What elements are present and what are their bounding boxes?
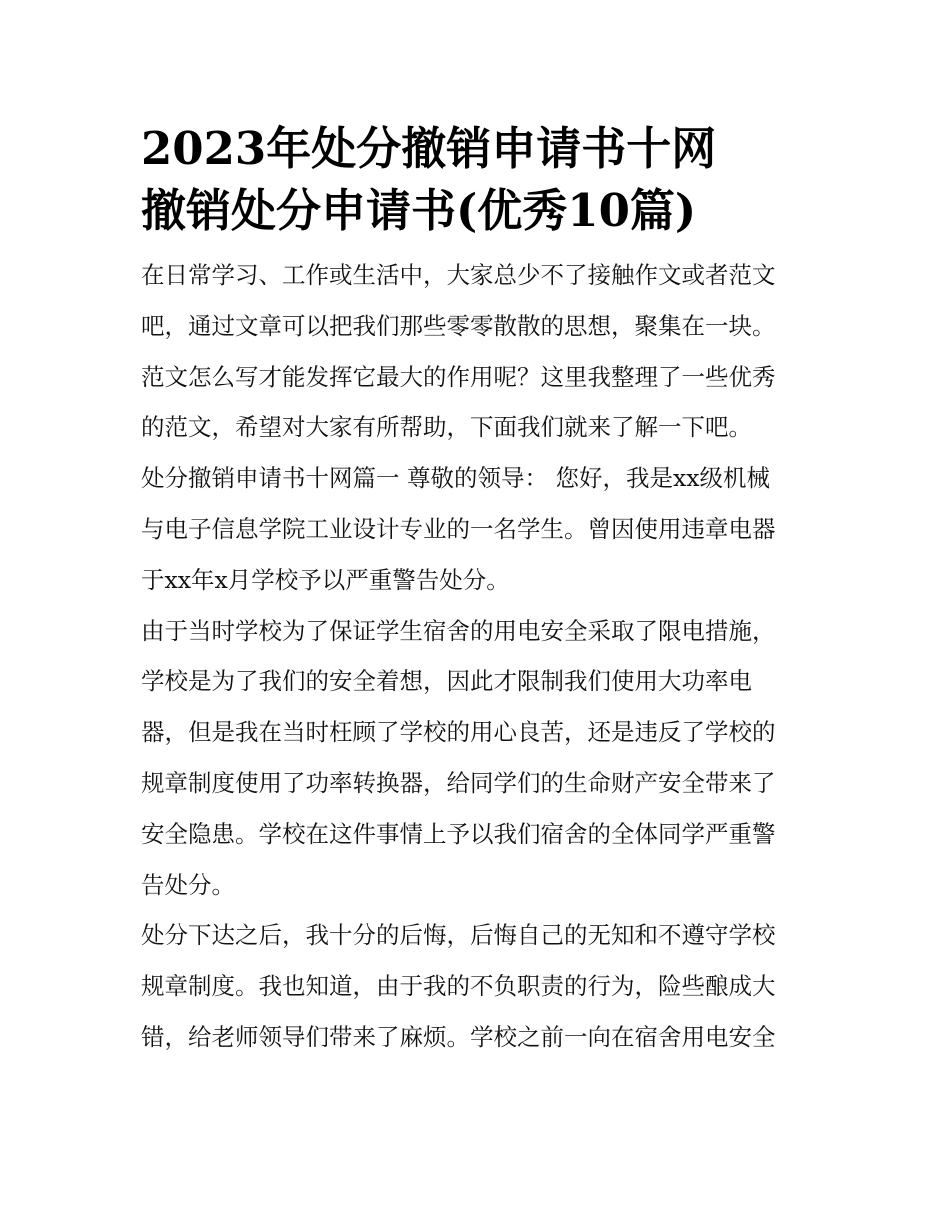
text-line: 器，但是我在当时枉顾了学校的用心良苦，还是违反了学校的 xyxy=(141,718,776,747)
title-line: 撤销处分申请书(优秀10篇) xyxy=(141,184,697,237)
text-line: 与电子信息学院工业设计专业的一名学生。曾因使用违章电器 xyxy=(141,514,776,543)
text-line: 告处分。 xyxy=(141,870,235,899)
document-title xyxy=(141,118,811,242)
text-line: 安全隐患。学校在这件事情上予以我们宿舍的全体同学严重警 xyxy=(141,819,776,848)
paragraph-explanation xyxy=(141,606,811,911)
text-line: 学校是为了我们的安全着想，因此才限制我们使用大功率电 xyxy=(141,667,752,696)
text-line: 吧，通过文章可以把我们那些零零散散的思想，聚集在一块。 xyxy=(141,311,776,340)
text-line: 于xx年x月学校予以严重警告处分。 xyxy=(141,565,510,594)
document-content xyxy=(141,118,811,1063)
paragraph-reflection xyxy=(141,910,811,1062)
text-line: 范文怎么写才能发挥它最大的作用呢？这里我整理了一些优秀 xyxy=(141,362,776,391)
document-body xyxy=(141,250,811,1063)
paragraph-letter-opening xyxy=(141,453,811,605)
text-line: 由于当时学校为了保证学生宿舍的用电安全采取了限电措施， xyxy=(141,616,776,645)
text-line: 的范文，希望对大家有所帮助，下面我们就来了解一下吧。 xyxy=(141,413,752,442)
text-line: 处分下达之后，我十分的后悔，后悔自己的无知和不遵守学校 xyxy=(141,921,776,950)
title-line: 2023年处分撤销申请书十网 xyxy=(141,122,717,175)
text-line: 规章制度使用了功率转换器，给同学们的生命财产安全带来了 xyxy=(141,768,776,797)
paragraph-intro xyxy=(141,250,811,453)
text-line: 在日常学习、工作或生活中，大家总少不了接触作文或者范文 xyxy=(141,261,776,289)
text-line: 规章制度。我也知道，由于我的不负职责的行为，险些酿成大 xyxy=(141,972,776,1001)
text-line: 错，给老师领导们带来了麻烦。学校之前一向在宿舍用电安全 xyxy=(141,1022,776,1051)
text-line: 处分撤销申请书十网篇一 尊敬的领导： 您好，我是xx级机械 xyxy=(141,464,770,493)
